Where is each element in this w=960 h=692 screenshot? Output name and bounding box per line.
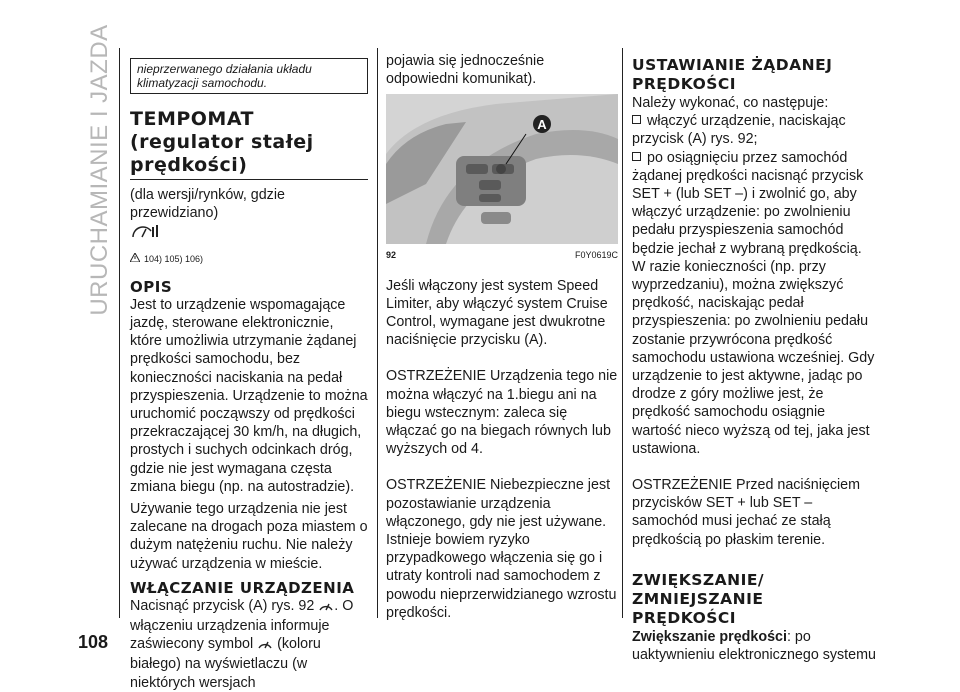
steps-intro: Należy wykonać, co następuje: (632, 95, 829, 111)
figure-number: 92 (386, 250, 397, 261)
continued-note: nieprzerwanego działania układu klimatyzacji samochodu. (130, 58, 368, 94)
section-title-line: TEMPOMAT (130, 108, 255, 130)
cruise-symbol-icon (257, 637, 273, 655)
figure-callout-a: A (537, 117, 547, 133)
figure-caption (386, 246, 618, 264)
availability-note: (dla wersji/rynków, gdzie przewidziano) (130, 187, 285, 222)
speed-limiter-paragraph: Jeśli włączony jest system Speed Limiter, aby włączyć system Cruise Control, wymagane jest dwukrotne naciśnięcie przycisku (A). (386, 277, 608, 349)
column-divider (622, 48, 623, 618)
column-3 (632, 52, 877, 664)
column-divider (377, 48, 378, 618)
zwiekszanie-heading: ZWIĘKSZANIE/ ZMNIEJSZANIE PRĘDKOŚCI (632, 570, 765, 627)
steering-wheel-figure (386, 94, 618, 244)
step-2: po osiągnięciu przez samochód żądanej prędkości nacisnąć przycisk SET + (lub SET –) i zwolnić go, aby włączyć urządzenie: po zwolnieniu pedału przyspieszenia samochód będzie jechał z wybraną prędkością. W razie konieczności (np. przy wyprzedzaniu), można zwiększyć prędkość, naciskając pedał przyspieszenia: po zwolnieniu pedału zostanie przywrócona prędkość samochodu ustawiona wcześniej. Gdy urządzenie to jest aktywne, jadąc po drodze z góry możliwe jest, że prędkość samochodu osiągnie wartość nieco wyższą od tej, jaka jest ustawiona. (632, 149, 875, 457)
ustawianie-heading: USTAWIANIE ŻĄDANEJ PRĘDKOŚCI (632, 56, 833, 93)
bullet-icon (632, 152, 641, 161)
page-number: 108 (78, 632, 109, 652)
usage-paragraph: Używanie tego urządzenia nie jest zalecane na drogach poza miastem o dużym natężeniu ruchu. Nie należy używać urządzenia w mieście. (130, 501, 368, 572)
figure-code: F0Y0619C (574, 250, 618, 261)
bullet-icon (632, 115, 641, 124)
warning-set-paragraph: OSTRZEŻENIE Przed naciśnięciem przycisków SET + lub SET – samochód musi jechać ze stałą prędkością po płaskim terenie. (632, 477, 861, 548)
warning-icon (130, 250, 140, 268)
warning-references (130, 250, 368, 268)
warning-active-paragraph: OSTRZEŻENIE Niebezpieczne jest pozostawianie urządzenia włączonego, gdy nie jest używane. Istnieje bowiem ryzyko przypadkowego włączenia się go i utraty kontroli nad samochodem z powodu nieprzerwidzianego wzrostu prędkości. (386, 477, 617, 621)
column-2 (386, 52, 618, 622)
wlaczanie-heading: WŁĄCZANIE URZĄDZENIA (130, 578, 355, 597)
zwiekszanie-paragraph: Zwiększanie prędkości: po uaktywnieniu elektronicznego systemu (632, 628, 876, 664)
wlaczanie-paragraph: Nacisnąć przycisk (A) rys. 92 . O włączeniu urządzenia informuje zaświecony symbol (koloru białego) na wyświetlaczu (w niektórych wersjach (130, 597, 354, 691)
column-1 (130, 52, 368, 692)
cruise-symbol-icon (318, 599, 334, 617)
opis-heading: OPIS (130, 277, 173, 296)
section-title (130, 108, 368, 180)
section-title-line: prędkości) (130, 154, 368, 180)
column-divider (119, 48, 120, 618)
opis-paragraph: Jest to urządzenie wspomagające jazdę, sterowane elektronicznie, które umożliwia utrzymanie żądanej prędkości samochodu, bez konieczności naciskania na pedał przyspieszenia. Urządzenie to można uruchomić począwszy od prędkości przekraczającej 30 km/h, na długich, prostych i suchych odcinkach dróg, gdzie nie jest wymagana częsta zmiana biegu (np. na autostradzie). (130, 296, 368, 495)
cruise-control-icon (130, 223, 368, 246)
section-side-title: URUCHAMIANIE I JAZDA (86, 24, 113, 316)
reference-numbers: 104) 105) 106) (144, 253, 204, 264)
warning-gear-paragraph: OSTRZEŻENIE Urządzenia tego nie można włączyć na 1.biegu ani na biegu wstecznym: zaleca się włączać go na biegach równych lub wyższych od 4. (386, 368, 618, 458)
continued-paragraph: pojawia się jednocześnie odpowiedni komunikat). (386, 53, 545, 88)
section-title-line: (regulator stałej (130, 131, 314, 153)
step-1: włączyć urządzenie, naciskając przycisk (A) rys. 92; (632, 113, 846, 148)
